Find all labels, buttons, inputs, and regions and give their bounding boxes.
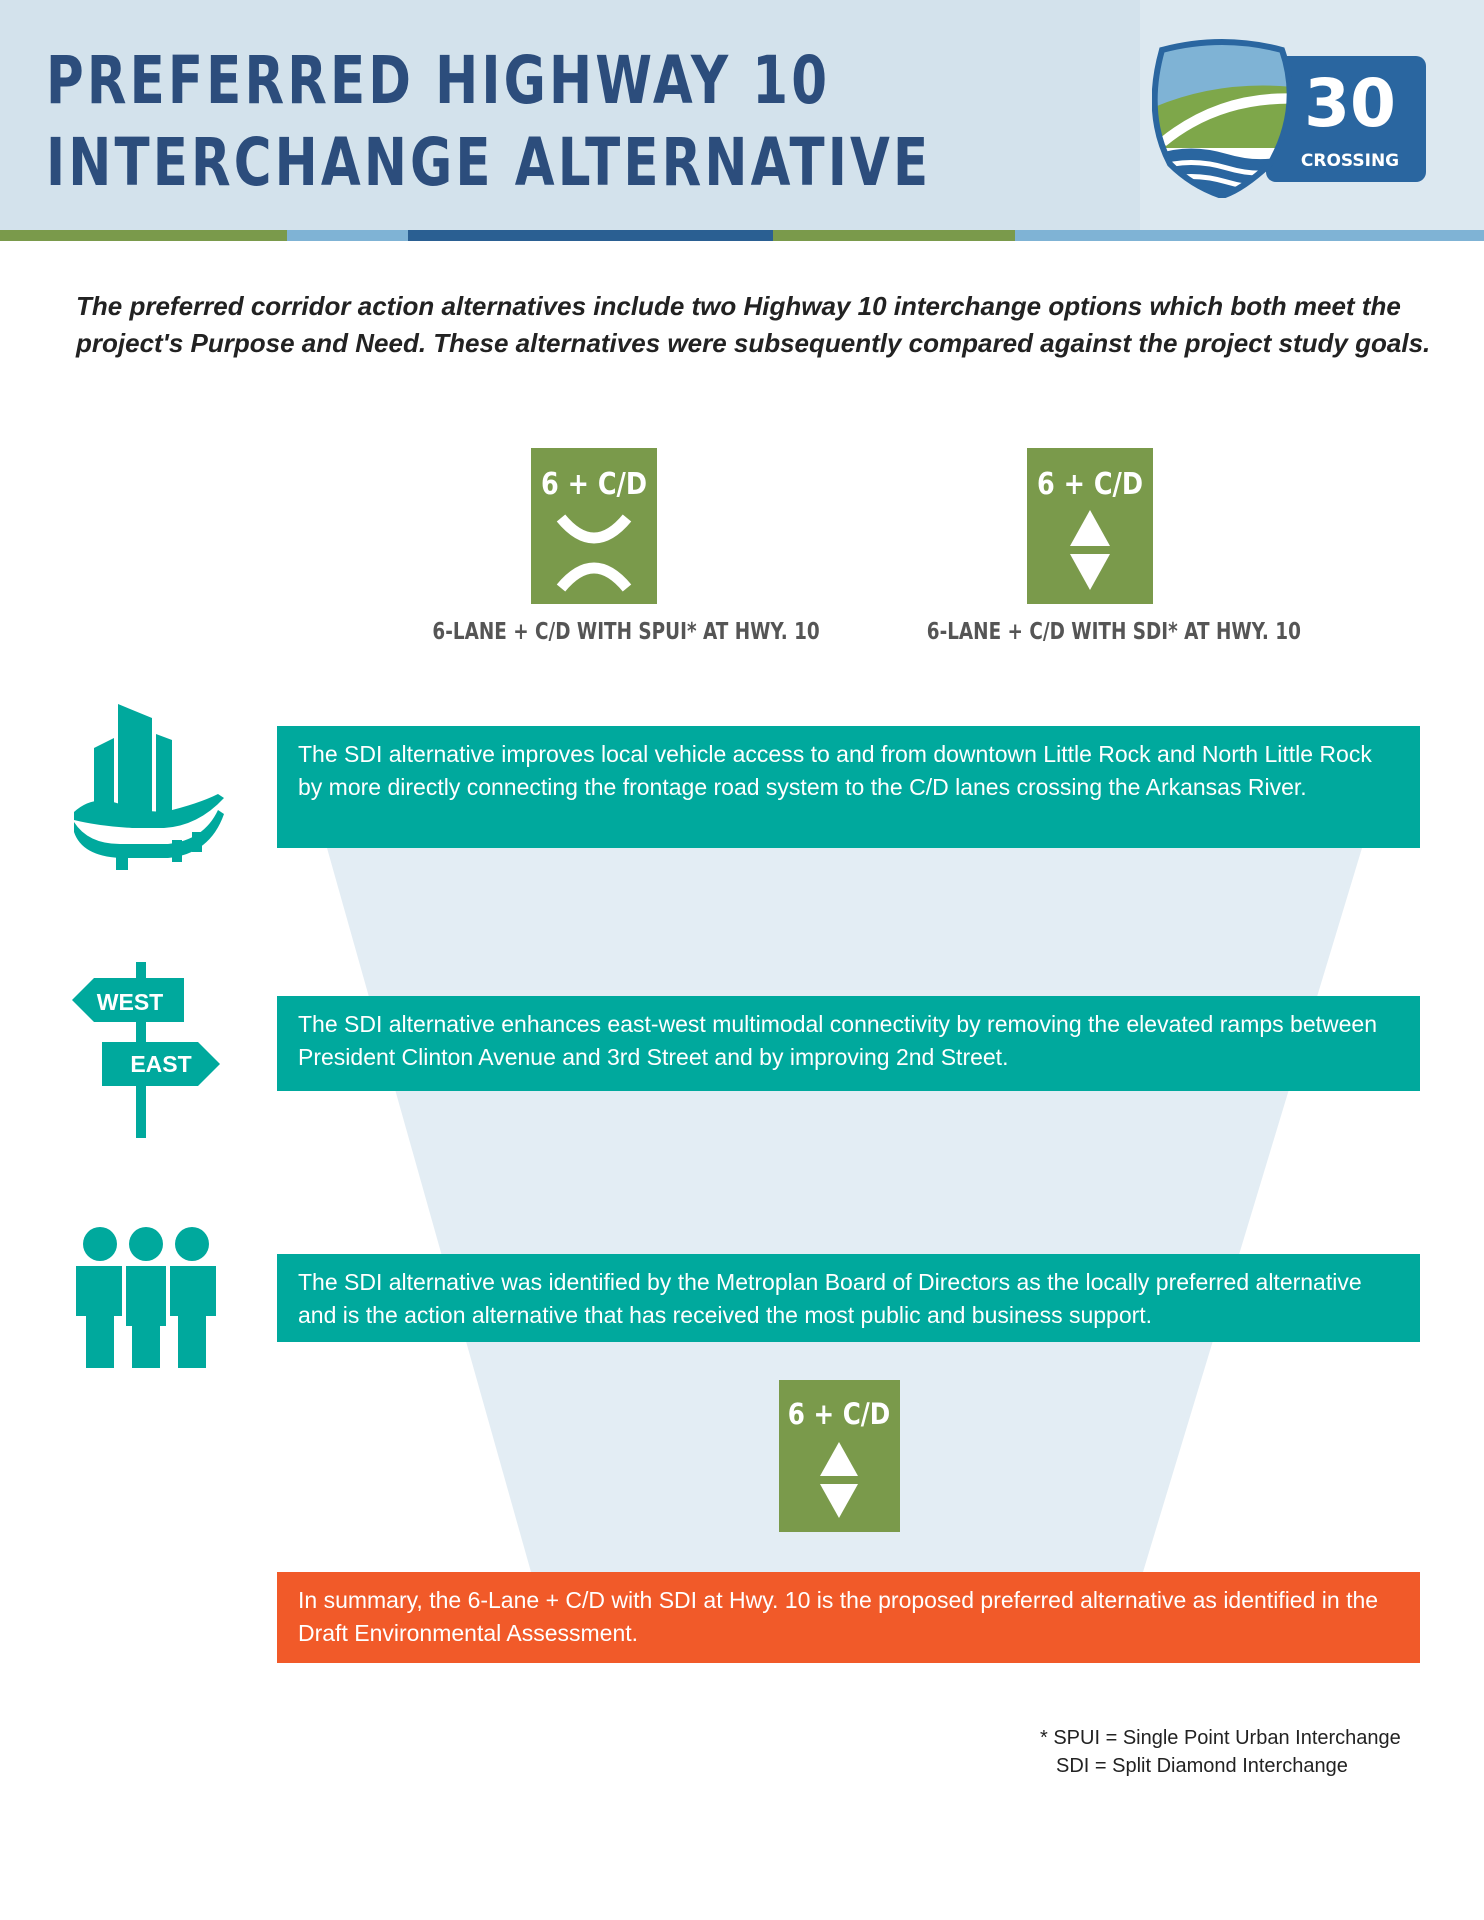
footnote-spui: * SPUI = Single Point Urban Interchange xyxy=(1040,1727,1401,1749)
footnote xyxy=(1040,1724,1401,1780)
result-sdi-badge xyxy=(779,1380,900,1532)
sign-east-text: EAST xyxy=(130,1051,192,1077)
finding-access-box: The SDI alternative improves local vehicle access to and from downtown Little Rock and North Little Rock by more directly connecting the frontage road system to the C/D lanes crossing the Arkansas River. xyxy=(277,726,1420,848)
finding-support-box: The SDI alternative was identified by the Metroplan Board of Directors as the locally preferred alternative and is the action alternative that has received the most public and business support. xyxy=(277,1254,1420,1342)
option-sdi-label-text: 6-LANE + C/D WITH SDI* AT HWY. 10 xyxy=(926,619,1301,645)
option-sdi-badge-text: 6 + C/D xyxy=(1036,465,1144,502)
finding-connectivity-box: The SDI alternative enhances east-west multimodal connectivity by removing the elevated ramps between President Clinton Avenue and 3rd Street and by improving 2nd Street. xyxy=(277,996,1420,1091)
logo-word: CROSSING xyxy=(1300,151,1400,171)
logo-number: 30 xyxy=(1304,65,1396,142)
footnote-sdi: SDI = Split Diamond Interchange xyxy=(1056,1755,1348,1777)
sign-west-text: WEST xyxy=(96,989,164,1015)
option-spui-label xyxy=(384,619,820,645)
intro-text: The preferred corridor action alternatives include two Highway 10 interchange options which both meet the project's Purpose and Need. These alternatives were subsequently compared against the project study goals. xyxy=(76,291,1431,358)
page-title-line-1: PREFERRED HIGHWAY 10 xyxy=(46,42,831,119)
summary-box: In summary, the 6-Lane + C/D with SDI at Hwy. 10 is the proposed preferred alternative as identified in the Draft Environmental Assessment. xyxy=(277,1572,1420,1663)
page-title-line-2: INTERCHANGE ALTERNATIVE xyxy=(46,124,932,201)
people-icon xyxy=(74,1226,218,1368)
option-spui-label-text: 6-LANE + C/D WITH SPUI* AT HWY. 10 xyxy=(432,619,820,645)
option-spui-badge xyxy=(531,448,657,604)
result-badge-text: 6 + C/D xyxy=(787,1398,891,1432)
option-spui-badge-text: 6 + C/D xyxy=(540,465,648,502)
option-sdi-badge xyxy=(1027,448,1153,604)
option-sdi-label xyxy=(880,619,1300,645)
direction-sign-icon xyxy=(72,962,220,1138)
downtown-bridge-icon xyxy=(68,694,224,870)
